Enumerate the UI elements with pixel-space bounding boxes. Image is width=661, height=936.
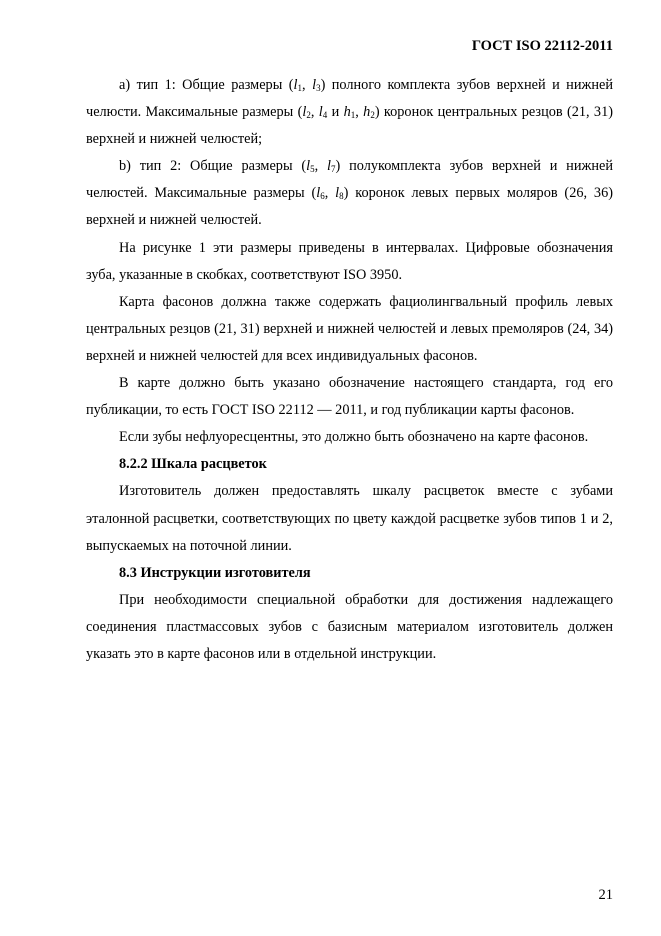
- section-heading-shade-guide: 8.2.2 Шкала расцветок: [119, 456, 267, 473]
- paragraph-type-1: а) тип 1: Общие размеры ($l_1$, $l_3$) полного комплекта зубов верхней и нижней челюсти. Максимальные размеры ($l_2$, $l_4$ и $h_1$, $h_2$) коронок центральных резцов (21, 31) верхней и нижней челюстей;: [86, 77, 614, 148]
- paragraph-shade-guide: Изготовитель должен предоставлять шкалу расцветок вместе с зубами эталонной расцветки, соответствующих по цвету каждой расцветке зубов типов 1 и 2, выпускаемых на поточной линии.: [86, 483, 613, 554]
- document-body: [86, 72, 613, 668]
- paragraph-figure-note: На рисунке 1 эти размеры приведены в интервалах. Цифровые обозначения зуба, указанные в скобках, соответствуют ISO 3950.: [86, 239, 613, 283]
- paragraph-type-2: b) тип 2: Общие размеры ($l_5$, $l_7$) полукомплекта зубов верхней и нижней челюстей. Максимальные размеры ($l_6$, $l_8$) коронок левых первых моляров (26, 36) верхней и нижней челюстей.: [86, 158, 613, 229]
- paragraph-nonfluorescent: Если зубы нефлуоресцентны, это должно быть обозначено на карте фасонов.: [119, 429, 589, 446]
- paragraph-standard-designation: В карте должно быть указано обозначение настоящего стандарта, год его публикации, то есть ГОСТ ISO 22112 — 2011, и год публикации карты фасонов.: [86, 375, 613, 419]
- paragraph-instructions: При необходимости специальной обработки для достижения надлежащего соединения пластмассовых зубов с базисным материалом изготовитель должен указать это в карте фасонов или в отдельной инструкции.: [86, 591, 613, 662]
- page-number: 21: [598, 887, 613, 903]
- section-heading-instructions: 8.3 Инструкции изготовителя: [119, 564, 311, 581]
- document-code-header: ГОСТ ISO 22112-2011: [471, 38, 613, 54]
- paragraph-profile: Карта фасонов должна также содержать фациолингвальный профиль левых центральных резцов (21, 31) верхней и нижней челюстей и левых премоляров (24, 34) верхней и нижней челюстей для всех индивидуальных фасонов.: [86, 293, 613, 364]
